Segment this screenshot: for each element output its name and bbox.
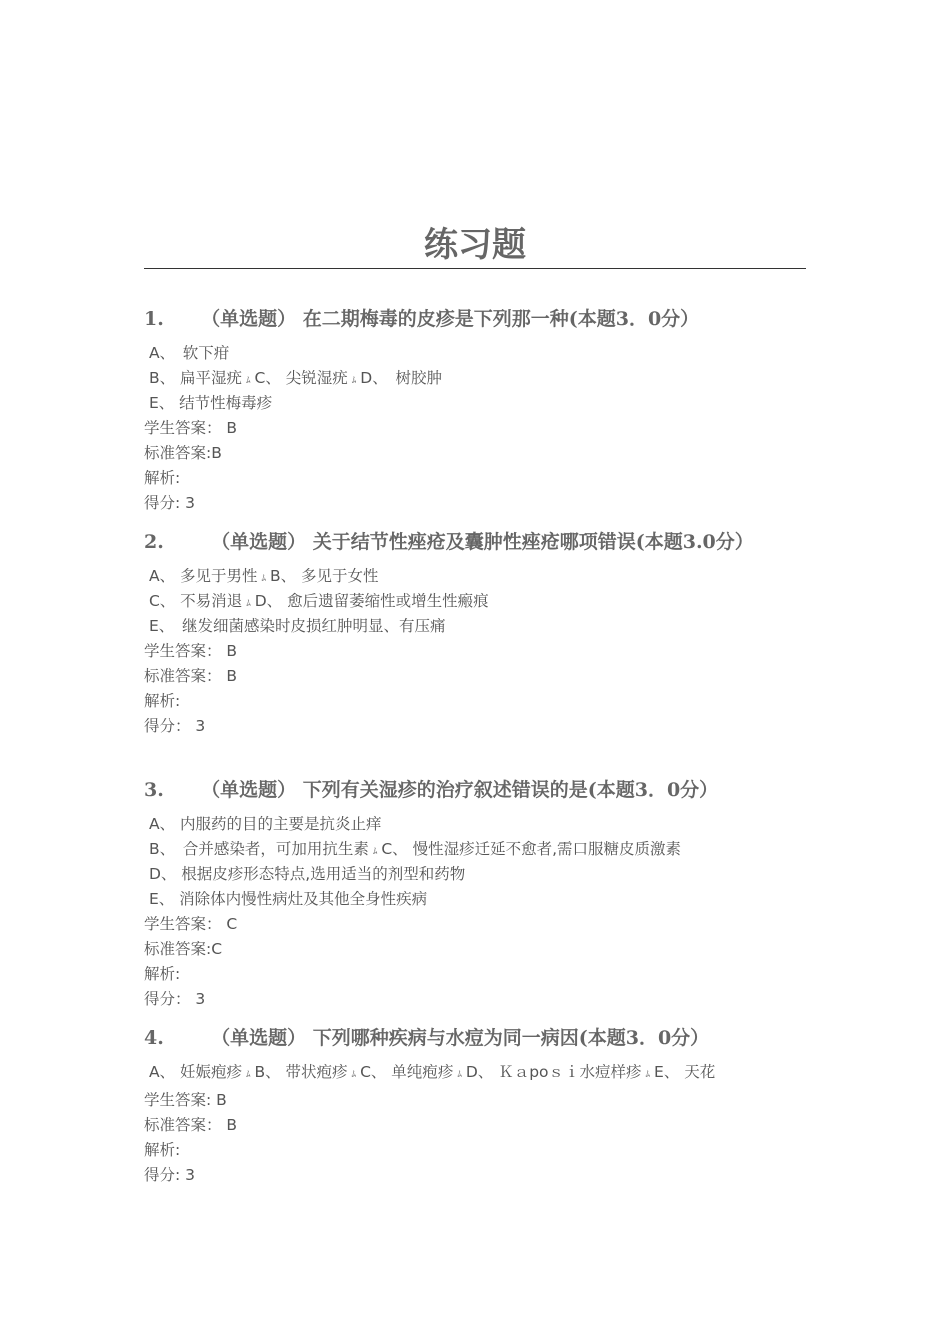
separator-mark: ﾑ	[645, 1070, 651, 1080]
separator-mark: ﾑ	[246, 599, 251, 609]
question-number: 2.	[144, 531, 164, 553]
page-title: 练习题	[424, 225, 526, 265]
question-text: 下列哪种疾病与水痘为同一病因(本题3．0分）	[312, 1027, 710, 1049]
analysis: 解析:	[144, 1141, 181, 1159]
analysis: 解析:	[144, 965, 181, 983]
separator-mark: ﾑ	[246, 376, 251, 386]
option-e: E、 消除体内慢性病灶及其他全身性疾病	[148, 890, 428, 908]
score: 得分: 3	[144, 494, 196, 512]
question-2	[144, 530, 806, 739]
option-d: D、 愈后遗留萎缩性或增生性瘢痕	[254, 592, 489, 610]
standard-answer: 标准答案:B	[144, 444, 222, 462]
question-type: （单选题）	[211, 531, 307, 553]
separator-mark: ﾑ	[351, 376, 357, 386]
option-a: A、 多见于男性	[148, 567, 258, 585]
option-d: D、 树胶肿	[360, 369, 442, 387]
question-number: 1.	[144, 308, 164, 330]
option-line	[144, 366, 806, 391]
option-c: C、 尖锐湿疣	[254, 369, 348, 387]
option-line	[144, 391, 806, 416]
option-c: C、 不易消退	[148, 592, 243, 610]
option-line	[144, 837, 806, 862]
option-e: E、 结节性梅毒疹	[148, 394, 273, 412]
score: 得分: 3	[144, 1166, 196, 1184]
standard-answer: 标准答案： B	[144, 1116, 238, 1134]
question-header	[144, 530, 806, 555]
separator-mark: ﾑ	[457, 1070, 462, 1080]
analysis: 解析:	[144, 469, 181, 487]
option-line	[144, 589, 806, 614]
question-text: 下列有关湿疹的治疗叙述错误的是(本题3．0分）	[302, 779, 719, 801]
option-a: A、 软下疳	[148, 344, 230, 362]
separator-mark: ﾑ	[372, 847, 378, 857]
option-b: B、 扁平湿疣	[148, 369, 242, 387]
question-text: 在二期梅毒的皮疹是下列那一种(本题3．0分）	[302, 308, 700, 330]
option-d: D、 Ｋａpoｓｉ水痘样疹	[465, 1063, 642, 1081]
student-answer: 学生答案： B	[144, 642, 238, 660]
option-line	[144, 341, 806, 366]
option-c: C、 慢性湿疹迁延不愈者,需口服糖皮质激素	[381, 840, 682, 858]
question-text: 关于结节性痤疮及囊肿性痤疮哪项错误(本题3.0分）	[312, 531, 754, 553]
score: 得分： 3	[144, 990, 206, 1008]
student-answer: 学生答案： B	[144, 419, 238, 437]
option-b: B、 带状疱疹	[254, 1063, 348, 1081]
question-header	[144, 1026, 806, 1051]
question-number: 3.	[144, 779, 164, 801]
option-line	[144, 812, 806, 837]
option-a: A、 内服药的目的主要是抗炎止痒	[148, 815, 382, 833]
question-type: （单选题）	[211, 1027, 307, 1049]
option-a: A、 妊娠疱疹	[148, 1063, 242, 1081]
standard-answer: 标准答案： B	[144, 667, 238, 685]
question-1	[144, 307, 806, 516]
standard-answer: 标准答案:C	[144, 940, 223, 958]
option-line	[144, 564, 806, 589]
question-number: 4.	[144, 1027, 164, 1049]
option-c: C、 单纯疱疹	[360, 1063, 454, 1081]
question-header	[144, 778, 806, 803]
separator-mark: ﾑ	[351, 1070, 357, 1080]
student-answer: 学生答案： C	[144, 915, 238, 933]
option-line	[144, 1060, 806, 1088]
option-d: D、 根据皮疹形态特点,选用适当的剂型和药物	[148, 865, 466, 883]
question-3	[144, 778, 806, 1012]
option-b: B、 合并感染者，可加用抗生素	[148, 840, 369, 858]
question-type: （单选题）	[201, 308, 297, 330]
question-4	[144, 1026, 806, 1188]
option-b: B、 多见于女性	[269, 567, 379, 585]
option-line	[144, 887, 806, 912]
separator-mark: ﾑ	[261, 574, 266, 584]
option-line	[144, 614, 806, 639]
option-e: E、 继发细菌感染时皮损红肿明显、有压痛	[148, 617, 446, 635]
question-header	[144, 307, 806, 332]
student-answer: 学生答案: B	[144, 1091, 227, 1109]
option-line	[144, 862, 806, 887]
analysis: 解析:	[144, 692, 181, 710]
question-type: （单选题）	[201, 779, 297, 801]
score: 得分： 3	[144, 717, 206, 735]
title-rule	[144, 268, 806, 269]
option-e: E、 天花	[654, 1063, 716, 1081]
separator-mark: ﾑ	[245, 1070, 251, 1080]
